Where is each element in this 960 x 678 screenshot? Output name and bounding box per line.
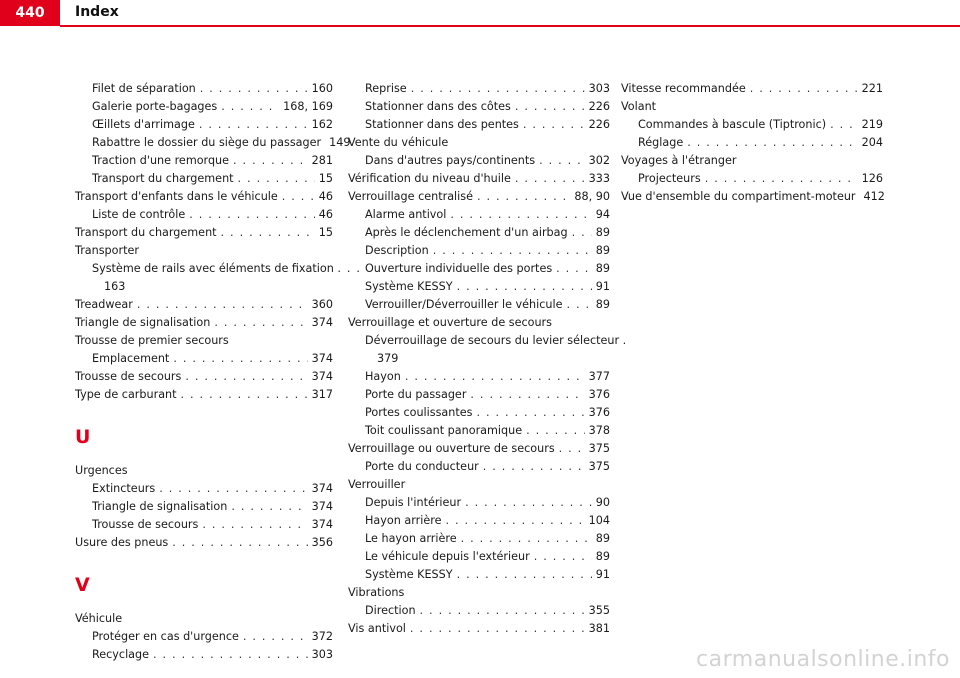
entry-page: 372 bbox=[311, 630, 333, 643]
entry-label: Système de rails avec éléments de fixation bbox=[92, 262, 334, 275]
entry-label: Direction bbox=[365, 604, 416, 617]
index-entry bbox=[75, 646, 333, 664]
index-entry-wrapped: Déverrouillage de secours du levier sélecteur . bbox=[365, 334, 627, 347]
entry-label: Depuis l'intérieur bbox=[365, 496, 462, 509]
entry-page: 221 bbox=[861, 82, 883, 95]
index-entry bbox=[348, 548, 610, 566]
entry-page: 281 bbox=[311, 154, 333, 167]
entry-page: 379 bbox=[377, 352, 399, 365]
index-heading: Trousse de premier secours bbox=[75, 334, 229, 347]
entry-label: Le véhicule depuis l'extérieur bbox=[365, 550, 530, 563]
entry-label: Hayon bbox=[365, 370, 401, 383]
index-entry bbox=[75, 152, 333, 170]
entry-label: Rabattre le dossier du siège du passager bbox=[92, 136, 322, 149]
entry-label: Trousse de secours bbox=[75, 370, 182, 383]
index-entry bbox=[621, 134, 883, 152]
entry-label: Le hayon arrière bbox=[365, 532, 457, 545]
entry-label: Protéger en cas d'urgence bbox=[92, 630, 239, 643]
entry-page: 333 bbox=[588, 172, 610, 185]
entry-page: 303 bbox=[588, 82, 610, 95]
index-entry bbox=[348, 512, 610, 530]
entry-page: 104 bbox=[588, 514, 610, 527]
index-entry bbox=[348, 242, 610, 260]
index-entry bbox=[75, 188, 333, 206]
page-header bbox=[0, 0, 960, 28]
entry-page: 219 bbox=[861, 118, 883, 131]
index-entry bbox=[348, 116, 610, 134]
entry-page: 89 bbox=[595, 532, 610, 545]
entry-page: 149 bbox=[329, 136, 351, 149]
index-heading: Verrouillage et ouverture de secours bbox=[348, 316, 552, 329]
index-entry bbox=[348, 296, 610, 314]
index-entry bbox=[348, 386, 610, 404]
entry-page: 126 bbox=[861, 172, 883, 185]
index-entry bbox=[348, 530, 610, 548]
index-entry bbox=[348, 440, 610, 458]
index-entry bbox=[621, 188, 883, 206]
entry-label: Transport d'enfants dans le véhicule bbox=[75, 190, 278, 203]
index-heading: Voyages à l'étranger bbox=[621, 154, 737, 167]
index-entry bbox=[75, 386, 333, 404]
entry-page: 381 bbox=[588, 622, 610, 635]
index-heading: Urgences bbox=[75, 464, 128, 477]
index-entry bbox=[348, 458, 610, 476]
index-entry bbox=[75, 480, 333, 498]
entry-label: Vérification du niveau d'huile bbox=[348, 172, 511, 185]
entry-page: 46 bbox=[318, 190, 333, 203]
entry-page: 375 bbox=[588, 460, 610, 473]
entry-label: Liste de contrôle bbox=[92, 208, 186, 221]
index-entry bbox=[75, 80, 333, 98]
entry-label: Après le déclenchement d'un airbag bbox=[365, 226, 568, 239]
entry-label: Stationner dans des côtes bbox=[365, 100, 511, 113]
index-entry bbox=[348, 404, 610, 422]
index-entry bbox=[75, 98, 333, 116]
index-entry bbox=[348, 422, 610, 440]
entry-page: 374 bbox=[311, 352, 333, 365]
entry-label: Déverrouillage de secours du levier sélecteur bbox=[365, 334, 620, 347]
entry-label: Verrouillage ou ouverture de secours bbox=[348, 442, 555, 455]
entry-page: 377 bbox=[588, 370, 610, 383]
index-heading: Vibrations bbox=[348, 586, 405, 599]
index-heading: Véhicule bbox=[75, 612, 123, 625]
header-rule bbox=[60, 25, 960, 27]
entry-page: 15 bbox=[318, 226, 333, 239]
index-entry bbox=[348, 80, 610, 98]
entry-label: Vitesse recommandée bbox=[621, 82, 746, 95]
entry-page: 374 bbox=[311, 482, 333, 495]
index-entry bbox=[75, 498, 333, 516]
entry-label: Recyclage bbox=[92, 648, 150, 661]
index-entry bbox=[348, 224, 610, 242]
index-heading: Transporter bbox=[75, 244, 139, 257]
index-entry bbox=[348, 260, 610, 278]
entry-page: 15 bbox=[318, 172, 333, 185]
entry-page: 89 bbox=[595, 244, 610, 257]
entry-label: Type de carburant bbox=[75, 388, 177, 401]
index-entry bbox=[348, 620, 610, 638]
index-entry bbox=[75, 116, 333, 134]
entry-label: Triangle de signalisation bbox=[92, 500, 228, 513]
entry-label: Emplacement bbox=[92, 352, 170, 365]
entry-label: Ouverture individuelle des portes bbox=[365, 262, 553, 275]
entry-page: 91 bbox=[595, 568, 610, 581]
entry-page: 46 bbox=[318, 208, 333, 221]
entry-label: Toit coulissant panoramique bbox=[365, 424, 523, 437]
section-letter-v: V bbox=[75, 574, 90, 596]
entry-label: Usure des pneus bbox=[75, 536, 169, 549]
index-entry bbox=[621, 170, 883, 188]
entry-label: Galerie porte-bagages bbox=[92, 100, 218, 113]
index-entry bbox=[75, 516, 333, 534]
entry-label: Alarme antivol bbox=[365, 208, 447, 221]
entry-label: Projecteurs bbox=[638, 172, 701, 185]
index-entry bbox=[75, 350, 333, 368]
index-entry bbox=[348, 602, 610, 620]
index-heading: Vente du véhicule bbox=[348, 136, 449, 149]
entry-page: 374 bbox=[311, 316, 333, 329]
entry-page: 302 bbox=[588, 154, 610, 167]
entry-label: Stationner dans des pentes bbox=[365, 118, 519, 131]
index-entry bbox=[75, 534, 333, 552]
entry-label: Vue d'ensemble du compartiment-moteur bbox=[621, 190, 856, 203]
section-letter-u: U bbox=[75, 426, 91, 448]
entry-page: 163 bbox=[104, 280, 126, 293]
entry-page: 160 bbox=[311, 82, 333, 95]
index-entry-wrapped: Système de rails avec éléments de fixation . . . bbox=[92, 262, 362, 275]
entry-label: Vis antivol bbox=[348, 622, 406, 635]
entry-page: 376 bbox=[588, 388, 610, 401]
entry-label: Réglage bbox=[638, 136, 684, 149]
entry-label: Système KESSY bbox=[365, 568, 453, 581]
entry-page: 374 bbox=[311, 500, 333, 513]
index-entry bbox=[75, 368, 333, 386]
index-entry bbox=[75, 134, 351, 152]
index-entry bbox=[348, 152, 610, 170]
entry-label: Porte du passager bbox=[365, 388, 467, 401]
entry-label: Verrouillage centralisé bbox=[348, 190, 473, 203]
index-entry bbox=[75, 314, 333, 332]
entry-page: 360 bbox=[311, 298, 333, 311]
entry-page: 168, 169 bbox=[283, 100, 333, 113]
index-entry bbox=[348, 278, 610, 296]
index-heading: Volant bbox=[621, 100, 657, 113]
entry-label: Filet de séparation bbox=[92, 82, 196, 95]
entry-page: 356 bbox=[311, 536, 333, 549]
index-entry bbox=[348, 368, 610, 386]
entry-label: Portes coulissantes bbox=[365, 406, 473, 419]
index-entry bbox=[621, 80, 883, 98]
index-entry bbox=[621, 116, 883, 134]
entry-label: Porte du conducteur bbox=[365, 460, 479, 473]
entry-page: 88, 90 bbox=[574, 190, 610, 203]
index-column-3 bbox=[621, 80, 883, 206]
watermark: carmanualsonline.info bbox=[696, 647, 950, 672]
entry-page: 204 bbox=[861, 136, 883, 149]
entry-label: Traction d'une remorque bbox=[92, 154, 230, 167]
index-entry bbox=[75, 296, 333, 314]
entry-label: Extincteurs bbox=[92, 482, 156, 495]
entry-label: Œillets d'arrimage bbox=[92, 118, 195, 131]
index-entry bbox=[348, 494, 610, 512]
entry-page: 89 bbox=[595, 550, 610, 563]
entry-page: 376 bbox=[588, 406, 610, 419]
entry-page: 375 bbox=[588, 442, 610, 455]
entry-label: Treadwear bbox=[75, 298, 133, 311]
entry-page: 317 bbox=[311, 388, 333, 401]
index-entry bbox=[348, 206, 610, 224]
entry-label: Dans d'autres pays/continents bbox=[365, 154, 536, 167]
entry-label: Transport du chargement bbox=[75, 226, 217, 239]
entry-page: 162 bbox=[311, 118, 333, 131]
entry-label: Description bbox=[365, 244, 429, 257]
entry-page: 374 bbox=[311, 370, 333, 383]
entry-page: 378 bbox=[588, 424, 610, 437]
index-column-1 bbox=[75, 80, 362, 664]
index-entry bbox=[348, 98, 610, 116]
entry-label: Commandes à bascule (Tiptronic) bbox=[638, 118, 827, 131]
entry-page: 89 bbox=[595, 226, 610, 239]
entry-label: Triangle de signalisation bbox=[75, 316, 211, 329]
entry-page: 94 bbox=[595, 208, 610, 221]
entry-label: Système KESSY bbox=[365, 280, 453, 293]
index-entry bbox=[75, 170, 333, 188]
index-entry bbox=[75, 224, 333, 242]
index-entry bbox=[348, 170, 610, 188]
index-column-2 bbox=[348, 80, 627, 638]
index-entry bbox=[348, 188, 610, 206]
entry-label: Verrouiller/Déverrouiller le véhicule bbox=[365, 298, 563, 311]
page-number: 440 bbox=[0, 0, 60, 26]
entry-page: 91 bbox=[595, 280, 610, 293]
entry-page: 90 bbox=[595, 496, 610, 509]
index-entry bbox=[348, 566, 610, 584]
entry-page: 89 bbox=[595, 298, 610, 311]
entry-label: Trousse de secours bbox=[92, 518, 199, 531]
entry-page: 412 bbox=[863, 190, 885, 203]
entry-page: 374 bbox=[311, 518, 333, 531]
entry-page: 226 bbox=[588, 118, 610, 131]
entry-page: 226 bbox=[588, 100, 610, 113]
entry-label: Hayon arrière bbox=[365, 514, 442, 527]
entry-page: 303 bbox=[311, 648, 333, 661]
entry-page: 355 bbox=[588, 604, 610, 617]
index-entry bbox=[75, 628, 333, 646]
page-title: Index bbox=[75, 4, 119, 20]
entry-label: Reprise bbox=[365, 82, 407, 95]
index-entry bbox=[75, 206, 333, 224]
entry-page: 89 bbox=[595, 262, 610, 275]
index-heading: Verrouiller bbox=[348, 478, 406, 491]
entry-label: Transport du chargement bbox=[92, 172, 234, 185]
